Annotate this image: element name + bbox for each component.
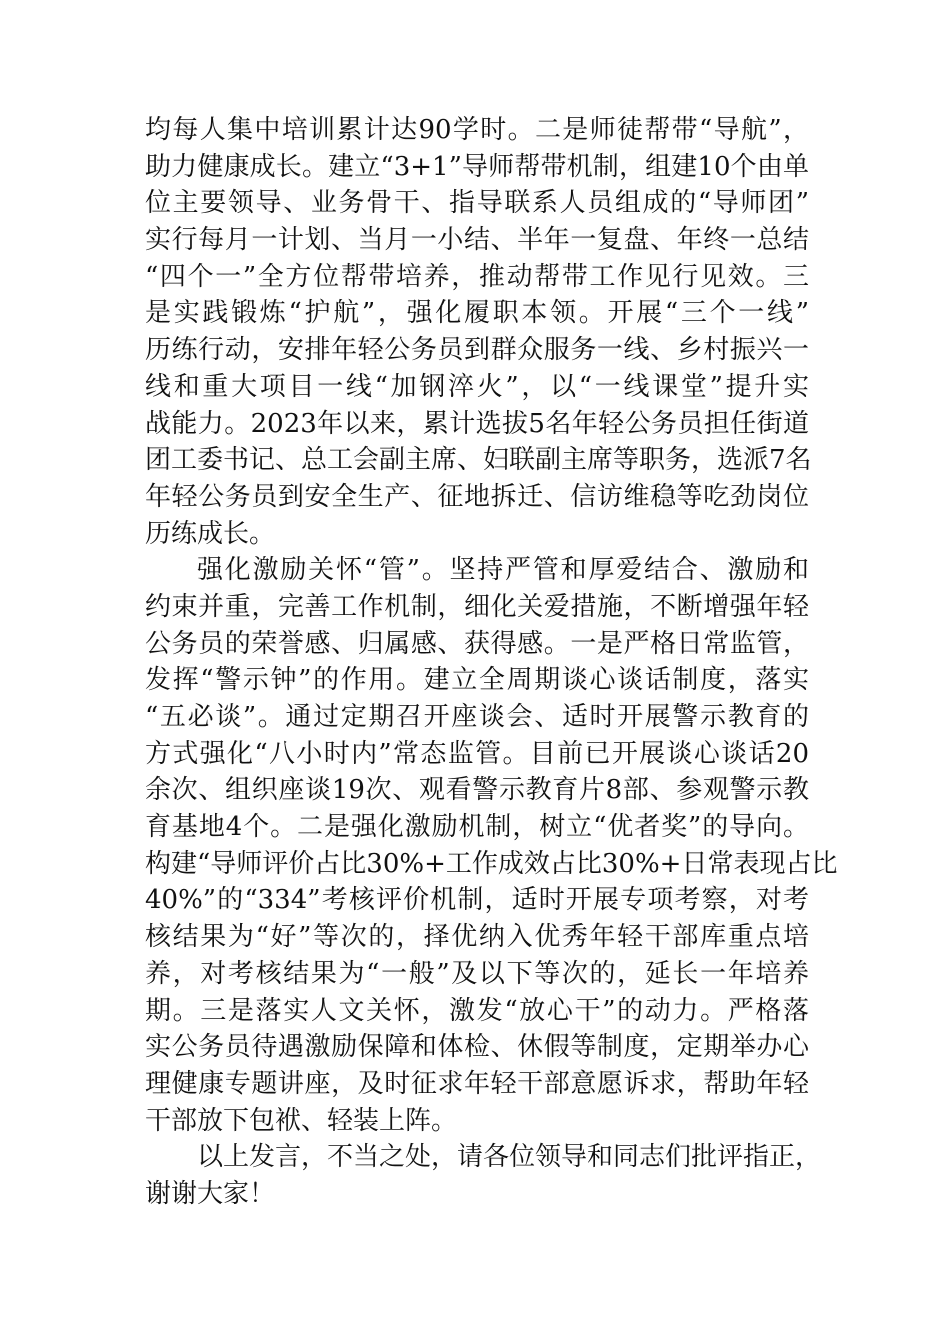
text-line: 育基地4个。二是强化激励机制，树立“优者奖”的导向。 [145, 812, 809, 843]
text-line: 团工委书记、总工会副主席、妇联副主席等职务，选派7名 [145, 445, 812, 476]
text-line: “四个一”全方位帮带培养，推动帮带工作见行见效。三 [145, 261, 809, 292]
text-line: 余次、组织座谈19次、观看警示教育片8部、参观警示教 [145, 775, 809, 806]
text-line: 以上发言，不当之处，请各位领导和同志们批评指正， [197, 1142, 822, 1173]
paragraph-incentive-care [145, 552, 838, 1139]
text-line: 强化激励关怀“管”。坚持严管和厚爱结合、激励和 [197, 555, 809, 586]
text-line: 方式强化“八小时内”常态监管。目前已开展谈心谈话20 [145, 738, 809, 769]
text-line: 构建“导师评价占比30%+工作成效占比30%+日常表现占比 [145, 848, 838, 879]
text-line: 位主要领导、业务骨干、指导联系人员组成的“导师团” [145, 188, 809, 219]
text-line: 核结果为“好”等次的，择优纳入优秀年轻干部库重点培 [145, 922, 809, 953]
text-line: 约束并重，完善工作机制，细化关爱措施，不断增强年轻 [145, 591, 809, 622]
text-line: 战能力。2023年以来，累计选拔5名年轻公务员担任街道 [145, 408, 809, 439]
text-line: 均每人集中培训累计达90学时。二是师徒帮带“导航”， [145, 115, 809, 145]
text-line: 养，对考核结果为“一般”及以下等次的，延长一年培养 [145, 958, 809, 989]
text-line: 助力健康成长。建立“3+1”导师帮带机制，组建10个由单 [145, 151, 809, 182]
text-line: “五必谈”。通过定期召开座谈会、适时开展警示教育的 [145, 702, 809, 732]
paragraph-closing [145, 1139, 822, 1212]
text-line: 历练行动，安排年轻公务员到群众服务一线、乡村振兴一 [145, 335, 809, 366]
text-line: 理健康专题讲座，及时征求年轻干部意愿诉求，帮助年轻 [145, 1068, 809, 1099]
text-line: 公务员的荣誉感、归属感、获得感。一是严格日常监管， [145, 628, 809, 659]
text-line: 年轻公务员到安全生产、征地拆迁、信访维稳等吃劲岗位 [145, 481, 809, 512]
text-line: 线和重大项目一线“加钢淬火”，以“一线课堂”提升实 [145, 371, 809, 402]
text-line: 谢谢大家！ [145, 1178, 276, 1209]
text-line: 历练成长。 [145, 518, 276, 549]
document-body [145, 112, 838, 1213]
text-line: 实公务员待遇激励保障和体检、休假等制度，定期举办心 [145, 1032, 809, 1063]
text-line: 实行每月一计划、当月一小结、半年一复盘、年终一总结 [145, 225, 809, 256]
text-line: 期。三是落实人文关怀，激发“放心干”的动力。严格落 [145, 995, 809, 1026]
text-line: 干部放下包袱、轻装上阵。 [145, 1105, 458, 1136]
text-line: 40%”的“334”考核评价机制，适时开展专项考察，对考 [145, 885, 809, 916]
paragraph-training [145, 112, 812, 552]
text-line: 发挥“警示钟”的作用。建立全周期谈心谈话制度，落实 [145, 665, 809, 696]
text-line: 是实践锻炼“护航”，强化履职本领。开展“三个一线” [145, 298, 809, 329]
